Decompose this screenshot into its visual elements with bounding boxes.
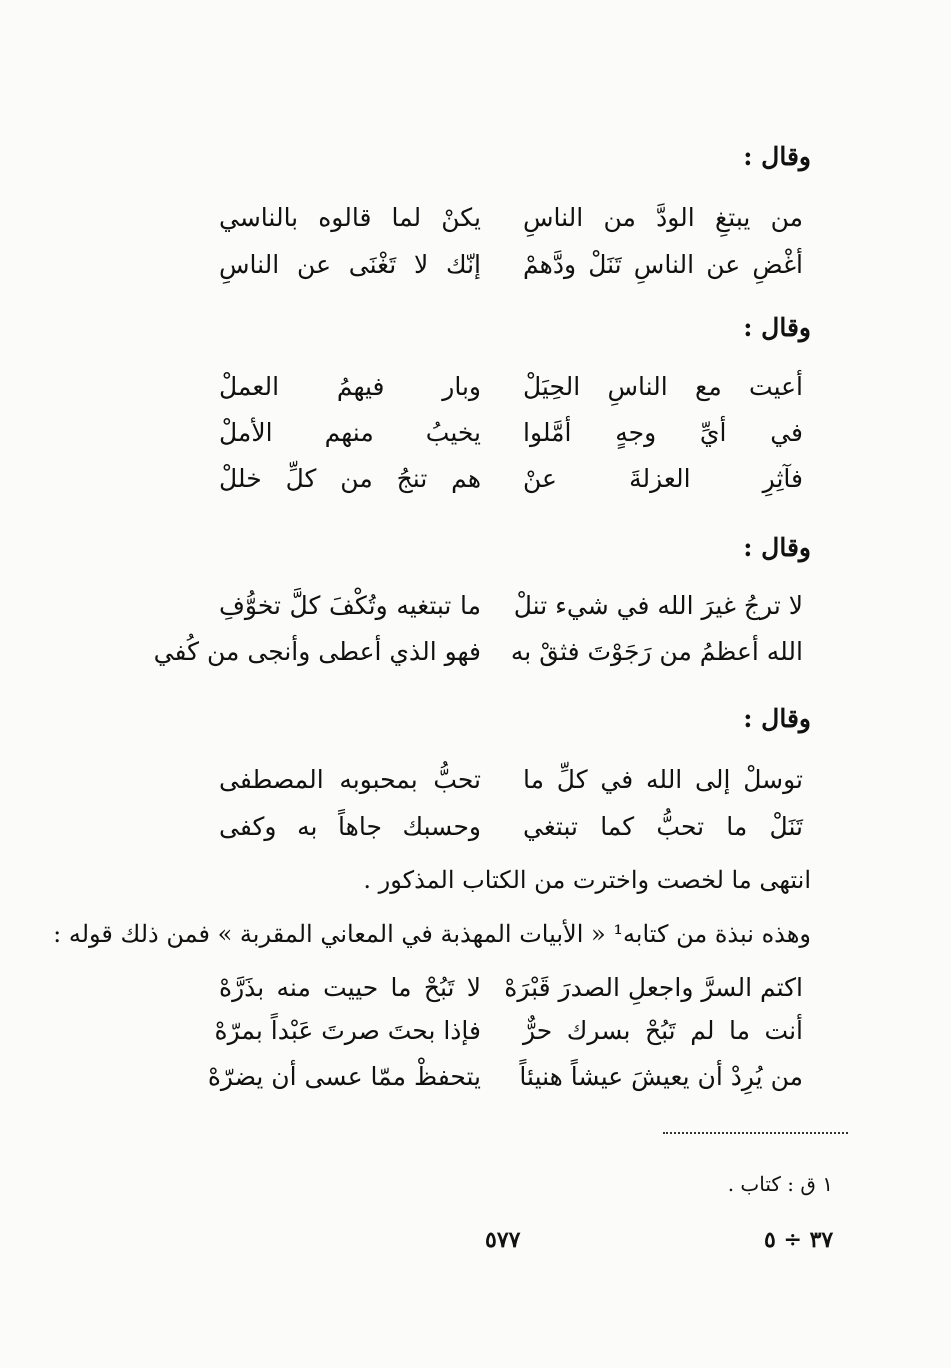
- verse-first-hemistich: الله أعظمُ من رَجَوْتَ فثقْ به: [510, 637, 803, 666]
- verse-second-hemistich: يتحفظْ ممّا عسى أن يضرّهْ: [207, 1062, 481, 1091]
- verse-first-hemistich: توسلْ إلى الله في كلِّ ما: [523, 765, 803, 794]
- verse-second-hemistich: يخيبُ منهم الأملْ: [219, 418, 481, 447]
- page-number: ٥٧٧: [485, 1227, 521, 1253]
- verse-second-hemistich: فإذا بحتَ صرتَ عَبْداً بمرّهْ: [214, 1016, 481, 1045]
- signature-mark: ٣٧ ÷ ٥: [764, 1227, 834, 1253]
- closing-line: انتهى ما لخصت واخترت من الكتاب المذكور .: [363, 866, 811, 894]
- verse-first-hemistich: في أيِّ وجهٍ أمَّلوا: [523, 418, 803, 447]
- verse-first-hemistich: اكتم السرَّ واجعلِ الصدرَ قَبْرَهْ: [504, 973, 803, 1002]
- verse-second-hemistich: فهو الذي أعطى وأنجى من كُفي: [153, 637, 481, 666]
- verse-first-hemistich: أنت ما لم تَبُحْ بسرك حرٌّ: [523, 1016, 803, 1045]
- poem-heading: وقال :: [743, 313, 811, 342]
- poem-heading: وقال :: [743, 142, 811, 171]
- verse-second-hemistich: لا تَبُحْ ما حييت منه بذَرَّهْ: [219, 973, 481, 1002]
- verse-first-hemistich: من يُرِدْ أن يعيشَ عيشاً هنيئاً: [519, 1062, 803, 1091]
- verse-second-hemistich: وبار فيهمُ العملْ: [219, 372, 481, 401]
- verse-first-hemistich: لا ترجُ غيرَ الله في شيء تنلْ: [513, 591, 803, 620]
- poem-heading: وقال :: [743, 533, 811, 562]
- verse-second-hemistich: تحبُّ بمحبوبه المصطفى: [219, 765, 481, 794]
- verse-second-hemistich: يكنْ لما قالوه بالناسي: [219, 203, 481, 232]
- verse-second-hemistich: ما تبتغيه وتُكْفَ كلَّ تخوُّفِ: [219, 591, 481, 620]
- verse-first-hemistich: أعيت مع الناسِ الحِيَلْ: [523, 372, 803, 401]
- verse-first-hemistich: فآثِرِ العزلةَ عنْ: [523, 464, 803, 493]
- verse-first-hemistich: تَنَلْ ما تحبُّ كما تبتغي: [523, 812, 803, 841]
- verse-second-hemistich: هم تنجُ من كلِّ خللْ: [219, 464, 481, 493]
- intro-line: وهذه نبذة من كتابه¹ « الأبيات المهذبة في المعاني المقربة » فمن ذلك قوله :: [53, 920, 811, 948]
- footnote: ١ ق : كتاب .: [727, 1172, 833, 1196]
- verse-second-hemistich: إنّك لا تَغْنَى عن الناسِ: [219, 250, 481, 279]
- footnote-divider: [663, 1132, 848, 1134]
- verse-first-hemistich: من يبتغِ الودَّ من الناسِ: [523, 203, 803, 232]
- poem-heading: وقال :: [743, 704, 811, 733]
- verse-first-hemistich: أغْضِ عن الناسِ تَنَلْ ودَّهمْ: [523, 250, 803, 279]
- verse-second-hemistich: وحسبك جاهاً به وكفى: [219, 812, 481, 841]
